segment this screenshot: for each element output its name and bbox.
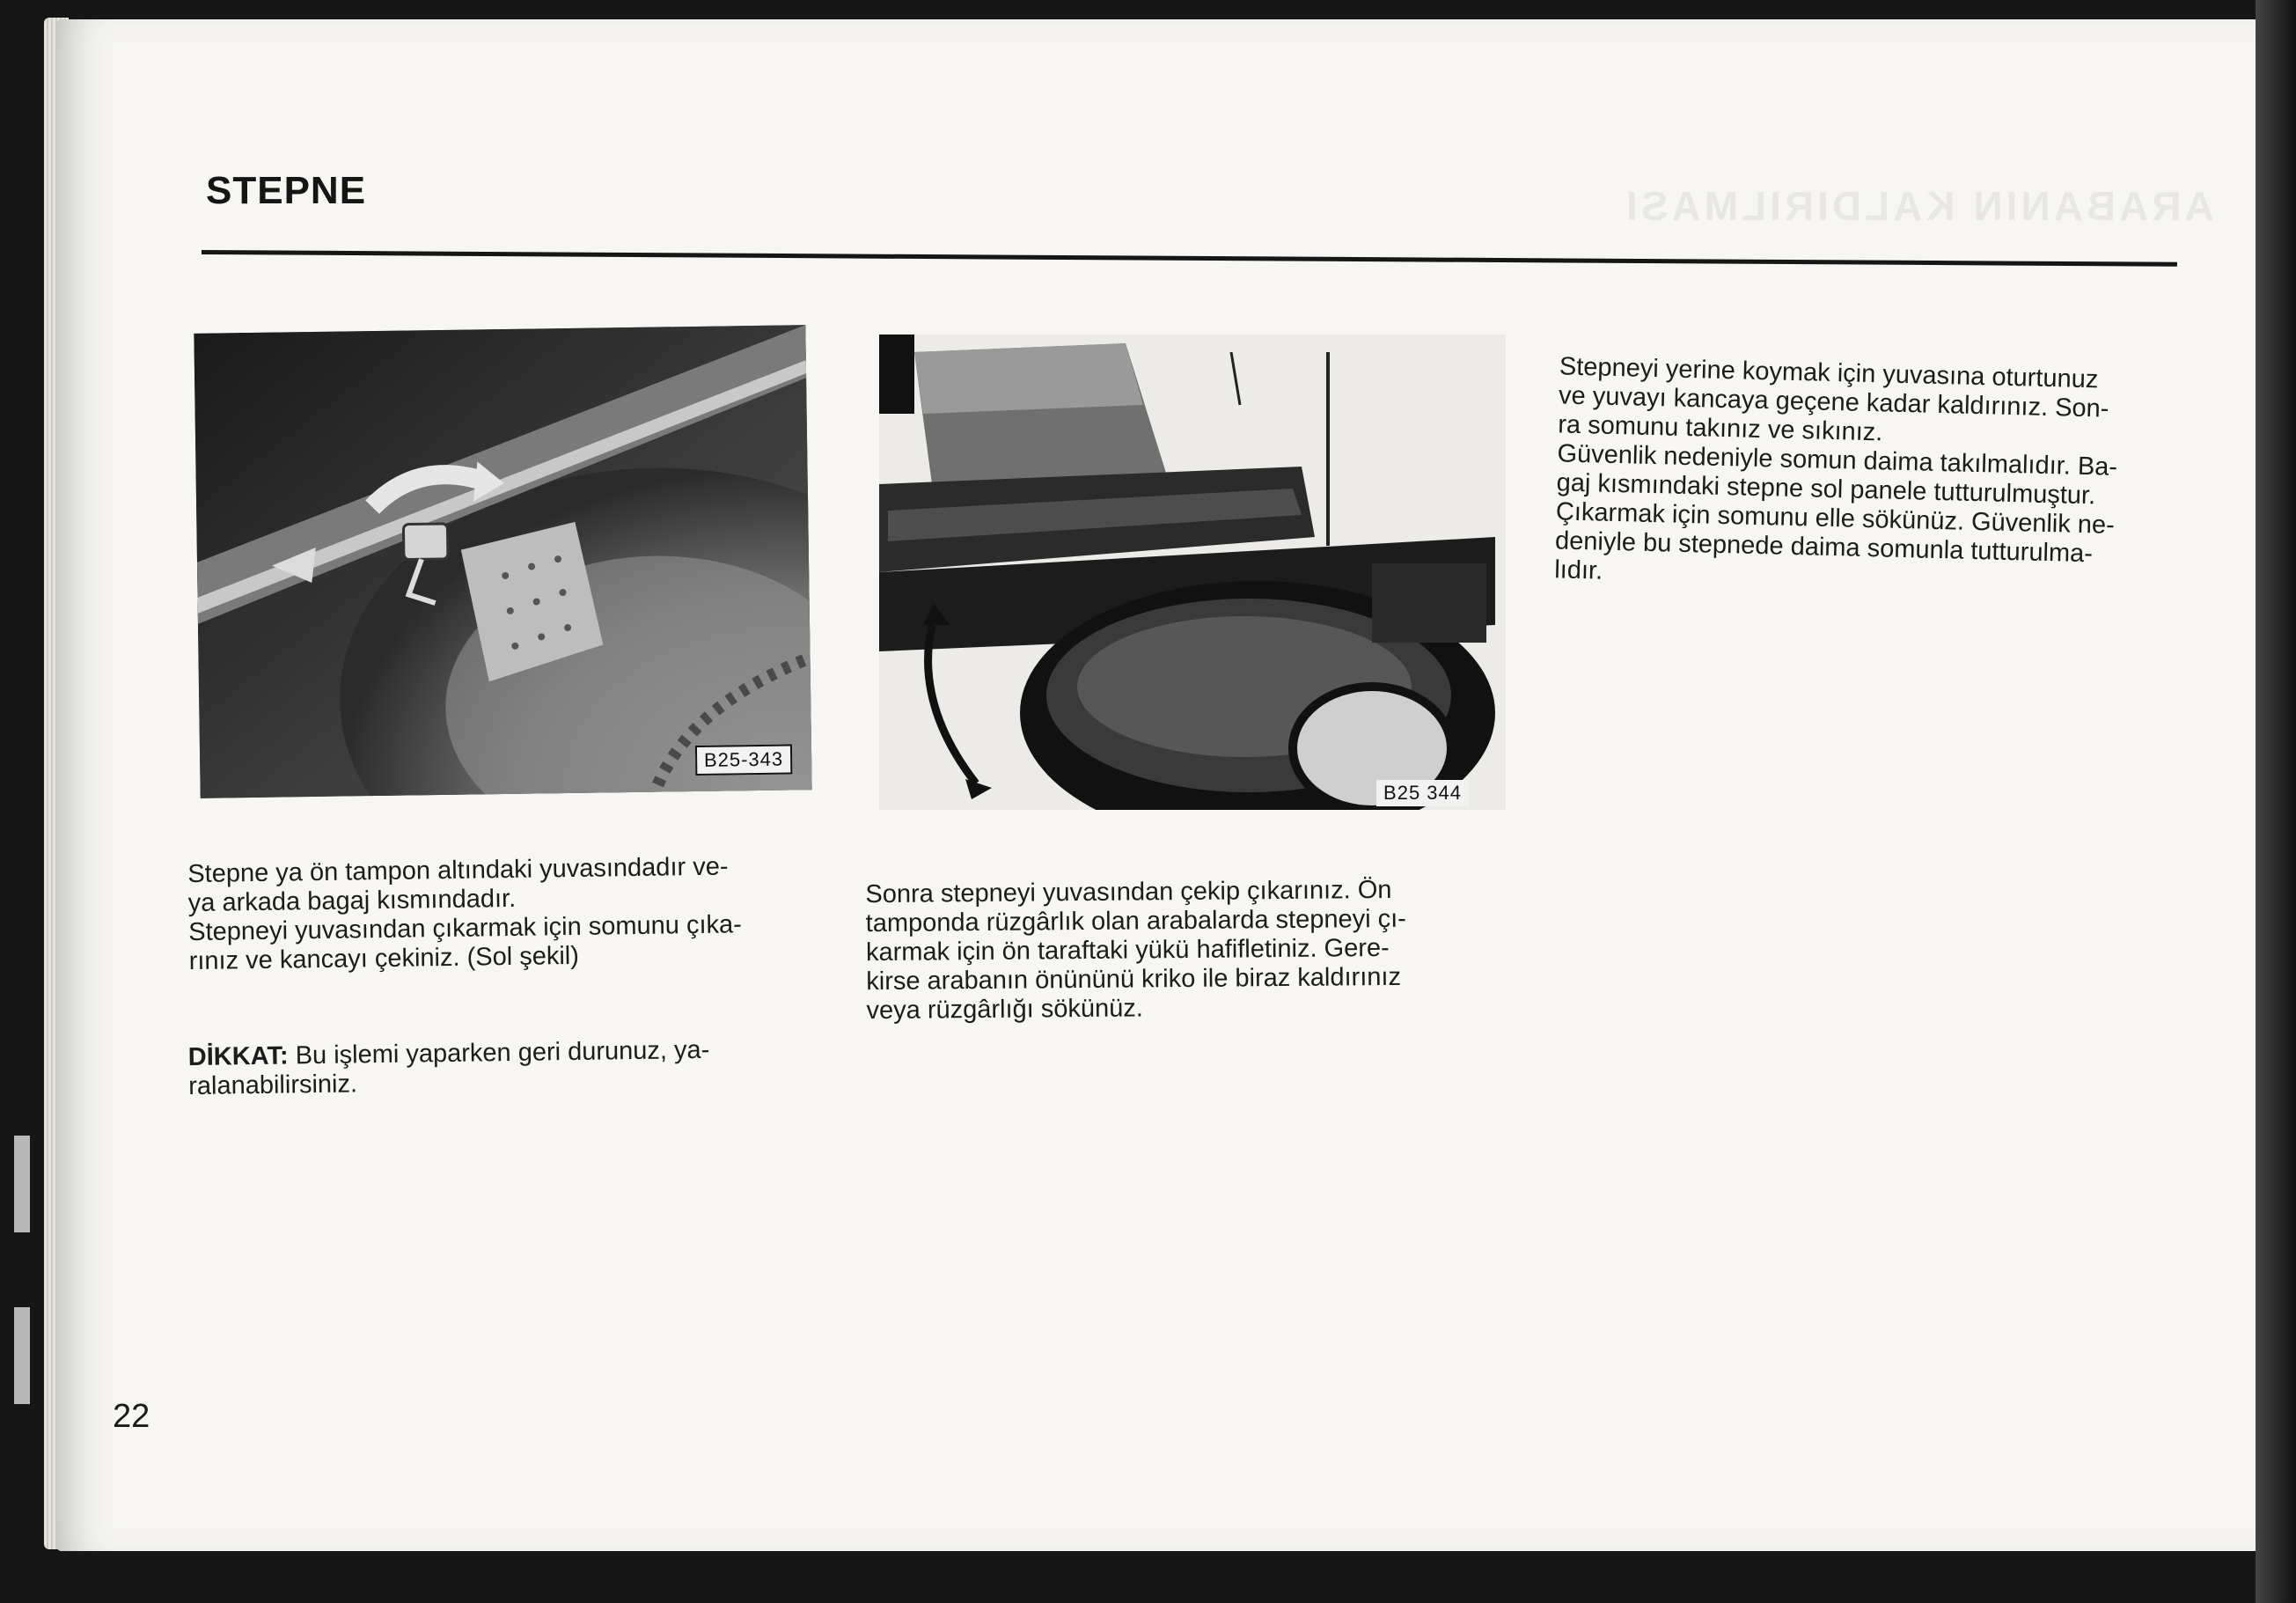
manual-page <box>56 19 2256 1551</box>
right-column-paragraph: Stepneyi yerine koymak için yuvasına oturtunuz ve yuvayı kancaya geçene kadar kaldırınız. Son- ra somunu takınız ve sıkınız. Güvenlik nedeniyle somun daima takılmalıdır. Ba- gaj kısmındaki stepne sol panele tutturulmuştur. Çıkarmak için somunu elle sökünüz. Güvenlik ne- deniyle bu stepnede daima somunla tutturulma- lıdır. <box>1553 352 2118 585</box>
figure-spare-wheel-hook <box>194 325 811 798</box>
warning-label: DİKKAT: <box>187 1041 289 1072</box>
figure-label-left: B25-343 <box>695 744 793 776</box>
spare-wheel-removal-illustration <box>879 335 1506 810</box>
page-number: 22 <box>113 1398 150 1435</box>
warning-text: Bu işlemi yaparken geri durunuz, ya- ralanabilirsiniz. <box>188 1035 710 1101</box>
left-column-paragraph: Stepne ya ön tampon altındaki yuvasındadır ve- ya arkada bagaj kısmındadır. Stepneyi yuvasından çıkarmak için somunu çıka- rınız ve kancayı çekiniz. (Sol şekil) <box>187 852 743 976</box>
bleed-through-text: ARABANIN KALDIRILMASI <box>1623 183 2214 229</box>
middle-column-paragraph: Sonra stepneyi yuvasından çekip çıkarınız. Ön tamponda rüzgârlık olan arabalarda stepneyi çı- karmak için ön taraftaki yükü hafifletiniz. Gere- kirse arabanın önününü kriko ile biraz kaldırınız veya rüzgârlığı sökünüz. <box>865 875 1407 1026</box>
spare-wheel-hook-illustration <box>194 325 811 798</box>
warning-note <box>188 1034 832 1101</box>
title-rule <box>202 250 2177 267</box>
figure-spare-wheel-removal <box>879 335 1506 810</box>
next-page-edge <box>2256 0 2296 1603</box>
figure-label-right: B25 344 <box>1376 780 1469 806</box>
page-title: STEPNE <box>206 169 367 212</box>
